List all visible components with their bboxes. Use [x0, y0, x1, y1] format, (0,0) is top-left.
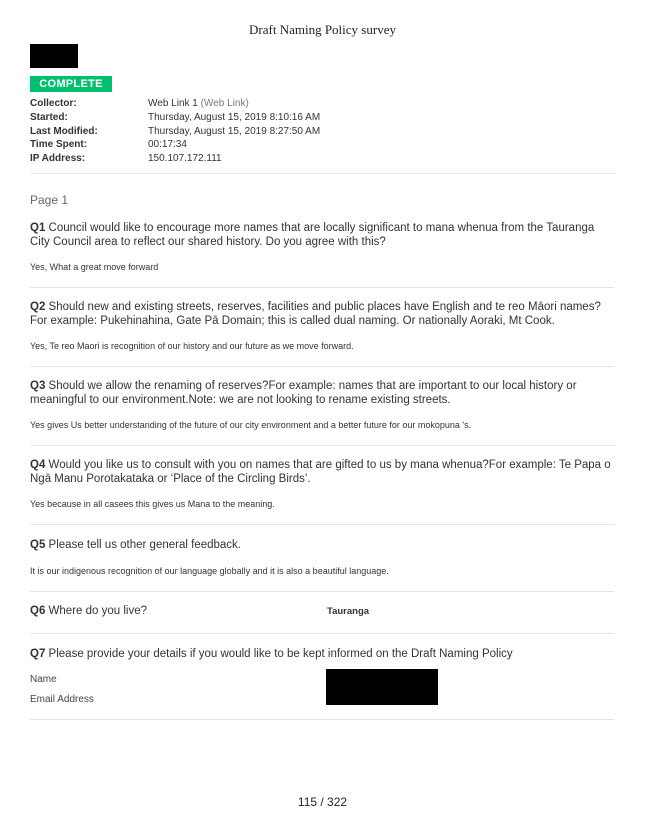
question-4: [30, 458, 614, 486]
question-text: Where do you live?: [48, 605, 147, 617]
complete-status-badge: COMPLETE: [30, 76, 112, 92]
document-title: Draft Naming Policy survey: [249, 22, 396, 37]
meta-value: 00:17:34: [148, 139, 187, 151]
answer-2: Yes, Te reo Maori is recognition of our history and our future as we move forward.: [30, 341, 354, 351]
meta-value: [148, 97, 249, 111]
question-3: [30, 379, 614, 407]
divider: [30, 524, 614, 525]
meta-row-started: [30, 111, 320, 125]
question-number: Q7: [30, 648, 46, 660]
meta-label: Time Spent:: [30, 139, 88, 151]
question-text: Would you like us to consult with you on names that are gifted to us by mana whenua?For example: Te Papa o Ngā Manu Porotakataka or ‘Place of the Circling Birds’.: [30, 459, 611, 485]
question-6: [30, 604, 614, 618]
question-2: [30, 300, 614, 328]
meta-row-time-spent: [30, 138, 320, 152]
meta-value: 150.107.172.111: [148, 153, 222, 165]
page-number: 115 / 322: [297, 795, 348, 809]
question-text: Council would like to encourage more names that are locally significant to mana whenua from the Tauranga City Council area to reflect our shared history. Do you agree with this?: [30, 222, 595, 248]
question-text: Please tell us other general feedback.: [48, 539, 241, 551]
question-7: [30, 647, 614, 661]
question-number: Q1: [30, 222, 46, 234]
meta-row-last-modified: [30, 125, 320, 139]
question-text: Should new and existing streets, reserves, facilities and public places have English and te reo Māori names?For example: Pukehinahina, Gate Pā Domain; this is called dual naming. Or nationally Aoraki, Mt Cook.: [30, 301, 601, 327]
answer-6: Tauranga: [327, 606, 370, 617]
divider: [30, 719, 614, 720]
divider: [30, 633, 614, 634]
field-label-name: Name: [30, 674, 57, 685]
divider: [30, 366, 614, 367]
answer-4: Yes because in all casees this gives us Mana to the meaning.: [30, 499, 275, 509]
divider: [30, 173, 614, 174]
answer-1: Yes, What a great move forward: [30, 262, 159, 272]
meta-label: Started:: [30, 111, 68, 123]
question-text: Should we allow the renaming of reserves?For example: names that are important to our local history or meaningful to our environment.Note: we are not looking to rename existing streets.: [30, 380, 577, 406]
response-metadata: [30, 97, 320, 166]
field-label-email: Email Address: [30, 694, 94, 705]
meta-label: Collector:: [30, 98, 77, 109]
divider: [30, 445, 614, 446]
question-number: Q3: [30, 380, 46, 392]
redacted-logo: [30, 44, 78, 68]
meta-label: IP Address:: [30, 153, 86, 165]
meta-value: Thursday, August 15, 2019 8:10:16 AM: [148, 111, 321, 123]
question-number: Q5: [30, 539, 46, 551]
meta-label: Last Modified:: [30, 125, 98, 137]
answer-5: It is our indigenous recognition of our language globally and it is also a beautiful language.: [30, 566, 389, 576]
meta-row-ip-address: [30, 152, 320, 166]
divider: [30, 287, 614, 288]
question-5: [30, 538, 614, 552]
question-number: Q2: [30, 301, 46, 313]
page-label: Page 1: [30, 193, 69, 207]
collector-name: Web Link 1: [148, 98, 198, 109]
answer-3: Yes gives Us better understanding of the future of our city environment and a better future for our mokopuna 's.: [30, 420, 472, 430]
meta-value: Thursday, August 15, 2019 8:27:50 AM: [148, 125, 321, 137]
collector-type: (Web Link): [200, 98, 249, 109]
question-number: Q4: [30, 459, 46, 471]
question-number: Q6: [30, 605, 46, 617]
divider: [30, 591, 614, 592]
question-text: Please provide your details if you would like to be kept informed on the Draft Naming Policy: [48, 648, 513, 660]
question-1: [30, 221, 614, 249]
redacted-contact-details: [326, 669, 438, 705]
meta-row-collector: [30, 97, 320, 111]
